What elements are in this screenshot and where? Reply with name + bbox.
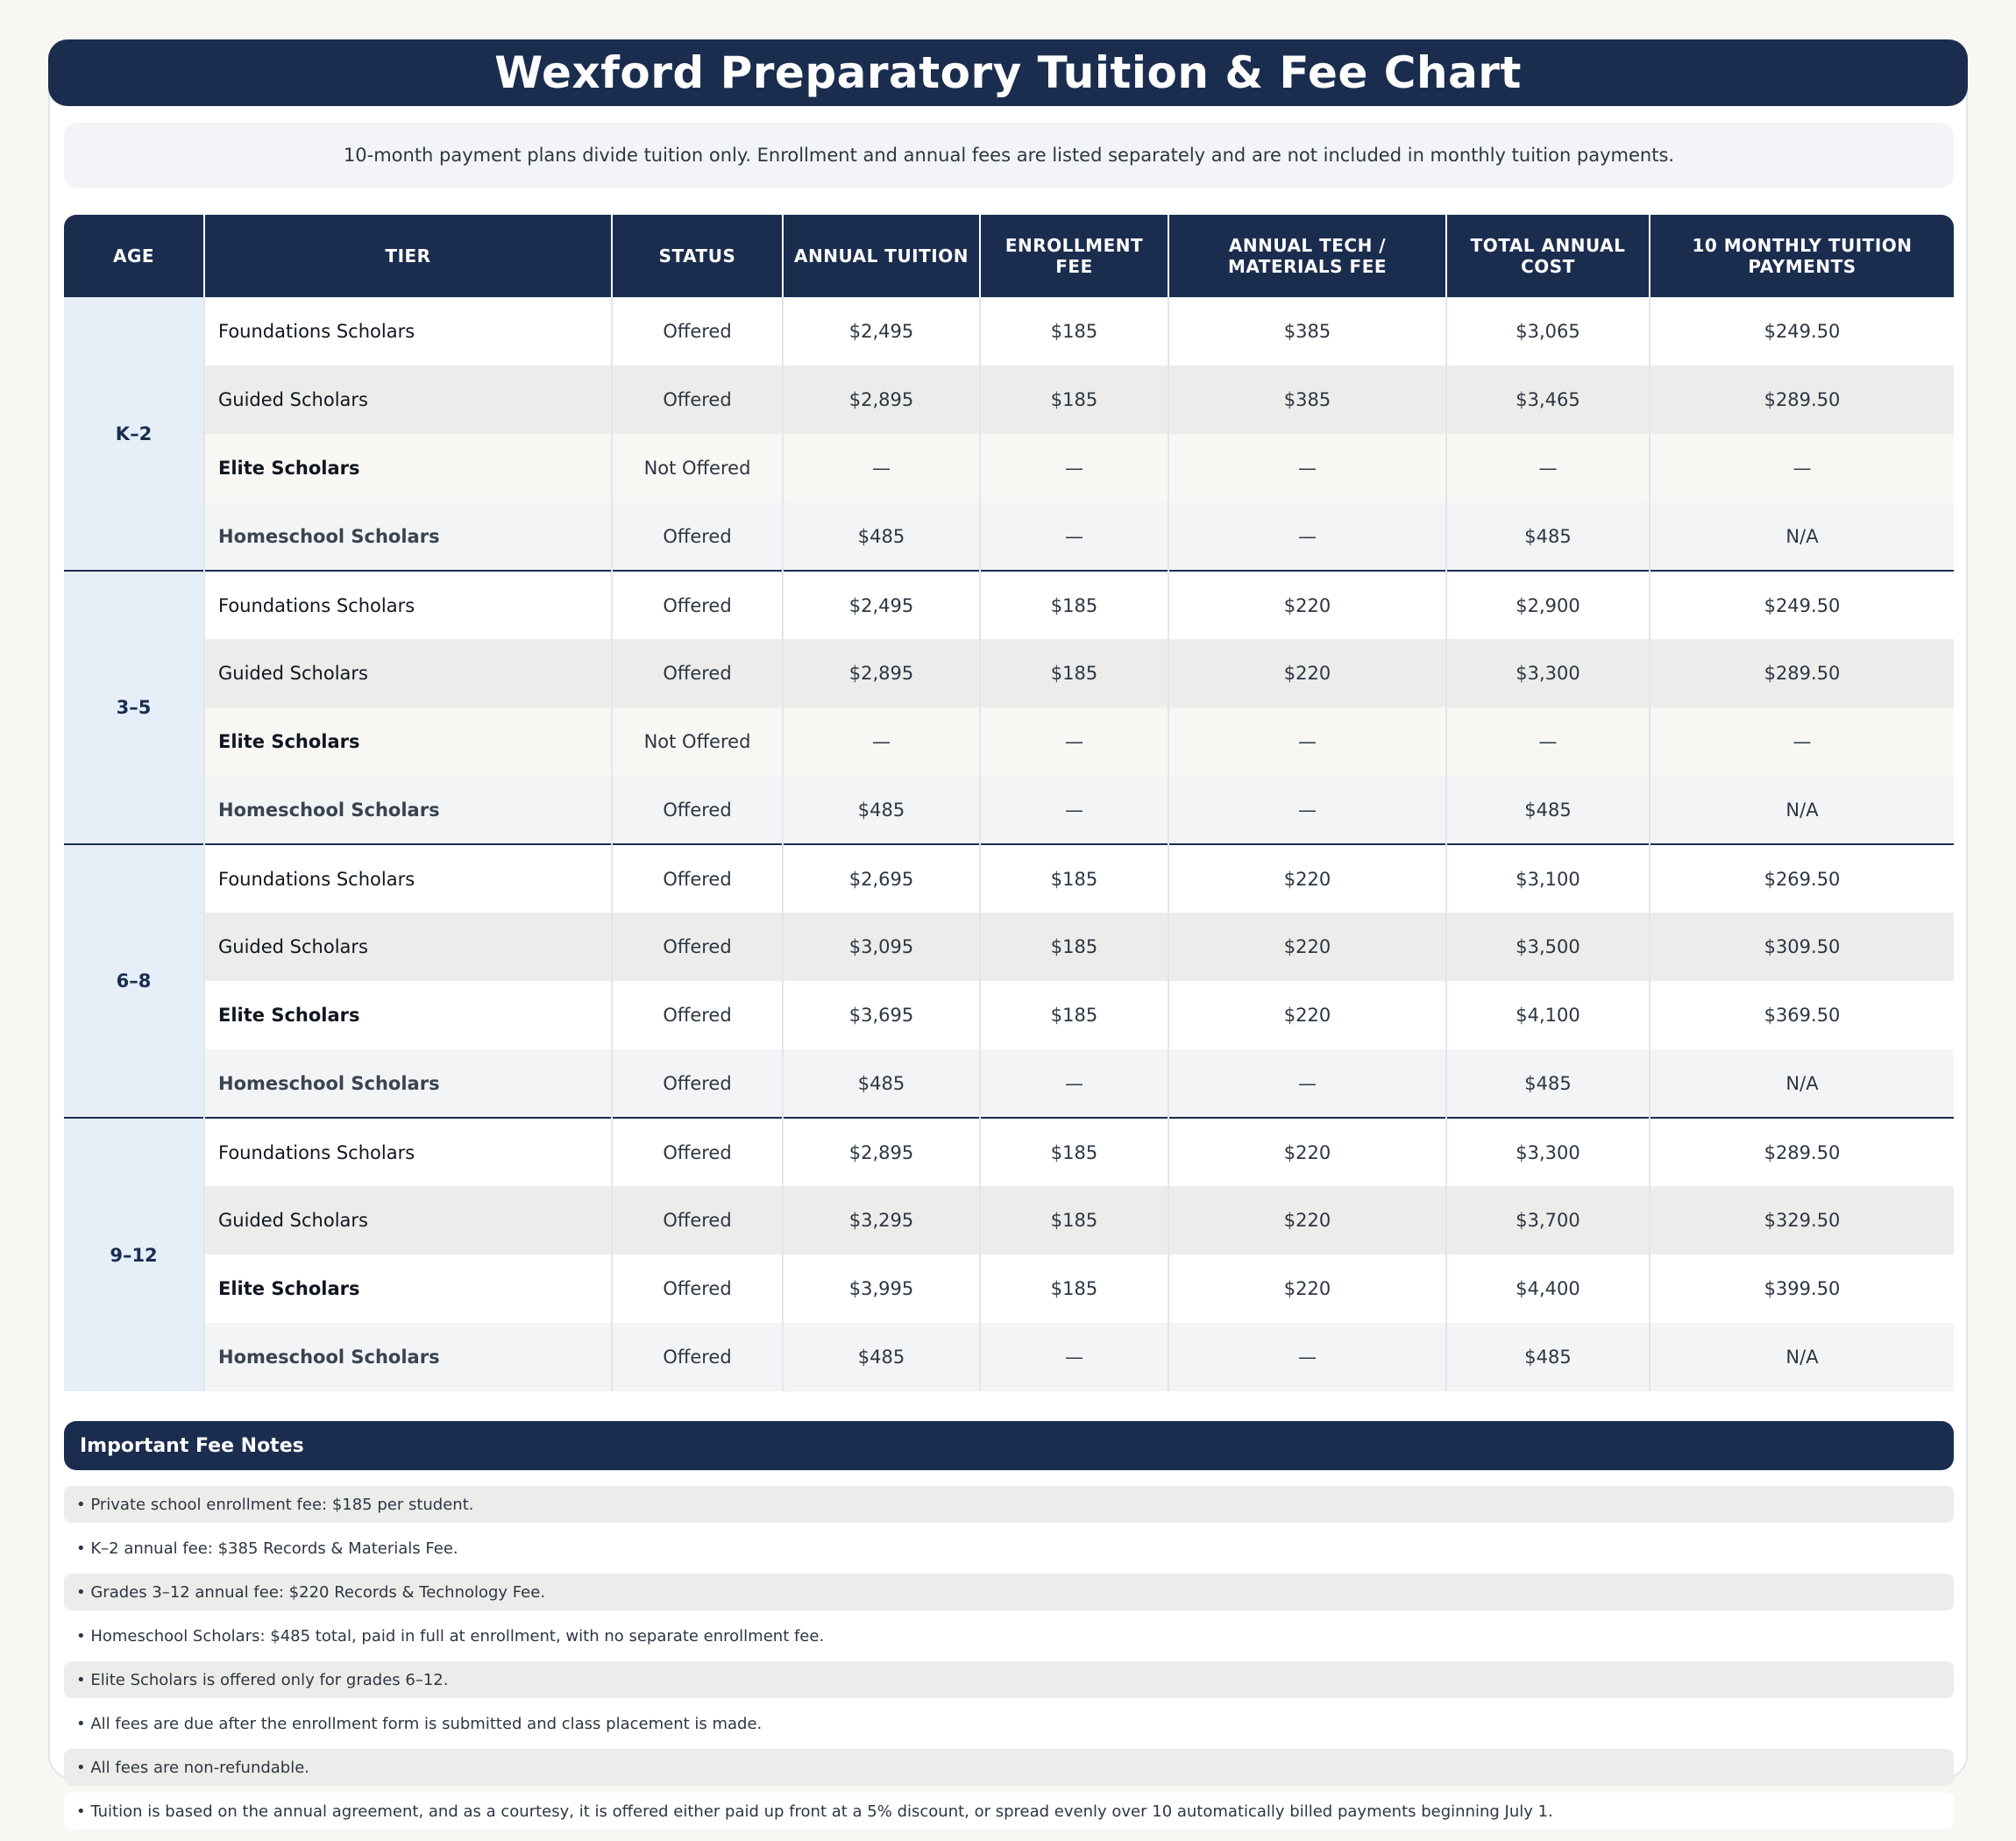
- table-row: [64, 913, 1954, 981]
- total-cost-cell: $3,465: [1446, 366, 1650, 434]
- table-row: [64, 366, 1954, 434]
- tech-fee-cell: $220: [1168, 981, 1446, 1049]
- enrollment-fee-cell: —: [980, 1323, 1168, 1391]
- status-cell: Offered: [612, 844, 783, 913]
- tier-cell: Elite Scholars: [204, 707, 612, 776]
- tech-fee-cell: —: [1168, 434, 1446, 502]
- age-group-cell: K–2: [64, 297, 204, 571]
- annual-tuition-cell: $485: [783, 1323, 980, 1391]
- status-cell: Offered: [612, 366, 783, 434]
- monthly-payment-cell: $289.50: [1650, 366, 1954, 434]
- enrollment-fee-cell: $185: [980, 981, 1168, 1049]
- tier-cell: Foundations Scholars: [204, 297, 612, 366]
- table-row: [64, 639, 1954, 707]
- monthly-payment-cell: $309.50: [1650, 913, 1954, 981]
- tech-fee-cell: —: [1168, 502, 1446, 571]
- total-cost-cell: $3,500: [1446, 913, 1650, 981]
- total-cost-cell: $485: [1446, 1323, 1650, 1391]
- enrollment-fee-cell: $185: [980, 571, 1168, 639]
- table-row: [64, 776, 1954, 844]
- tier-cell: Elite Scholars: [204, 981, 612, 1049]
- page-title: Wexford Preparatory Tuition & Fee Chart: [48, 39, 1968, 106]
- age-group-cell: 9–12: [64, 1118, 204, 1391]
- fee-note-item: • Grades 3–12 annual fee: $220 Records & Technology Fee.: [64, 1574, 1954, 1610]
- tech-fee-cell: $220: [1168, 571, 1446, 639]
- monthly-payment-cell: $369.50: [1650, 981, 1954, 1049]
- monthly-payment-cell: N/A: [1650, 1323, 1954, 1391]
- tuition-table: [64, 215, 1954, 1391]
- monthly-payment-cell: —: [1650, 707, 1954, 776]
- fee-note-item: • All fees are non-refundable.: [64, 1749, 1954, 1786]
- col-header-monthly-payments: 10 MONTHLY TUITION PAYMENTS: [1650, 215, 1954, 297]
- col-header-tech-materials-fee: ANNUAL TECH / MATERIALS FEE: [1168, 215, 1446, 297]
- fee-notes-header: Important Fee Notes: [64, 1421, 1954, 1470]
- status-cell: Offered: [612, 1186, 783, 1255]
- tier-cell: Homeschool Scholars: [204, 1049, 612, 1118]
- total-cost-cell: $485: [1446, 776, 1650, 844]
- tier-cell: Guided Scholars: [204, 366, 612, 434]
- col-header-enrollment-fee: ENROLLMENT FEE: [980, 215, 1168, 297]
- total-cost-cell: $4,100: [1446, 981, 1650, 1049]
- table-row: [64, 297, 1954, 366]
- table-row: [64, 434, 1954, 502]
- enrollment-fee-cell: —: [980, 502, 1168, 571]
- monthly-payment-cell: —: [1650, 434, 1954, 502]
- total-cost-cell: $3,100: [1446, 844, 1650, 913]
- status-cell: Offered: [612, 297, 783, 366]
- table-row: [64, 707, 1954, 776]
- annual-tuition-cell: $485: [783, 502, 980, 571]
- col-header-status: STATUS: [612, 215, 783, 297]
- table-header-row: [64, 215, 1954, 297]
- status-cell: Offered: [612, 981, 783, 1049]
- tier-cell: Guided Scholars: [204, 1186, 612, 1255]
- tier-cell: Guided Scholars: [204, 913, 612, 981]
- status-cell: Offered: [612, 1118, 783, 1186]
- enrollment-fee-cell: —: [980, 776, 1168, 844]
- enrollment-fee-cell: —: [980, 434, 1168, 502]
- tech-fee-cell: $220: [1168, 1186, 1446, 1255]
- payment-plan-note: 10-month payment plans divide tuition only. Enrollment and annual fees are listed separately and are not included in monthly tuition payments.: [64, 123, 1954, 188]
- annual-tuition-cell: $3,095: [783, 913, 980, 981]
- status-cell: Offered: [612, 1323, 783, 1391]
- annual-tuition-cell: $3,995: [783, 1255, 980, 1323]
- status-cell: Offered: [612, 913, 783, 981]
- tech-fee-cell: —: [1168, 1323, 1446, 1391]
- enrollment-fee-cell: —: [980, 1049, 1168, 1118]
- monthly-payment-cell: $289.50: [1650, 1118, 1954, 1186]
- fee-note-item: • Elite Scholars is offered only for grades 6–12.: [64, 1661, 1954, 1698]
- annual-tuition-cell: $2,895: [783, 366, 980, 434]
- tier-cell: Homeschool Scholars: [204, 1323, 612, 1391]
- status-cell: Offered: [612, 1049, 783, 1118]
- enrollment-fee-cell: $185: [980, 1255, 1168, 1323]
- monthly-payment-cell: $289.50: [1650, 639, 1954, 707]
- col-header-annual-tuition: ANNUAL TUITION: [783, 215, 980, 297]
- table-body: [64, 297, 1954, 1391]
- table-row: [64, 502, 1954, 571]
- fee-note-item: • K–2 annual fee: $385 Records & Materials Fee.: [64, 1530, 1954, 1567]
- fee-note-item: • Homeschool Scholars: $485 total, paid in full at enrollment, with no separate enrollment fee.: [64, 1617, 1954, 1654]
- annual-tuition-cell: $2,695: [783, 844, 980, 913]
- tech-fee-cell: $220: [1168, 913, 1446, 981]
- tier-cell: Foundations Scholars: [204, 1118, 612, 1186]
- total-cost-cell: $3,300: [1446, 639, 1650, 707]
- enrollment-fee-cell: $185: [980, 1186, 1168, 1255]
- enrollment-fee-cell: $185: [980, 1118, 1168, 1186]
- tech-fee-cell: $220: [1168, 1255, 1446, 1323]
- tier-cell: Elite Scholars: [204, 1255, 612, 1323]
- table-row: [64, 1323, 1954, 1391]
- tier-cell: Homeschool Scholars: [204, 776, 612, 844]
- monthly-payment-cell: N/A: [1650, 502, 1954, 571]
- annual-tuition-cell: —: [783, 707, 980, 776]
- monthly-payment-cell: $329.50: [1650, 1186, 1954, 1255]
- tier-cell: Guided Scholars: [204, 639, 612, 707]
- annual-tuition-cell: $3,295: [783, 1186, 980, 1255]
- annual-tuition-cell: $2,495: [783, 297, 980, 366]
- status-cell: Not Offered: [612, 707, 783, 776]
- col-header-tier: TIER: [204, 215, 612, 297]
- table-row: [64, 981, 1954, 1049]
- col-header-total-annual-cost: TOTAL ANNUAL COST: [1446, 215, 1650, 297]
- tech-fee-cell: $385: [1168, 366, 1446, 434]
- status-cell: Offered: [612, 776, 783, 844]
- tier-cell: Homeschool Scholars: [204, 502, 612, 571]
- monthly-payment-cell: $399.50: [1650, 1255, 1954, 1323]
- total-cost-cell: —: [1446, 707, 1650, 776]
- tech-fee-cell: —: [1168, 707, 1446, 776]
- annual-tuition-cell: $2,895: [783, 1118, 980, 1186]
- total-cost-cell: —: [1446, 434, 1650, 502]
- enrollment-fee-cell: $185: [980, 844, 1168, 913]
- annual-tuition-cell: —: [783, 434, 980, 502]
- tier-cell: Foundations Scholars: [204, 844, 612, 913]
- fee-note-item: • Private school enrollment fee: $185 per student.: [64, 1486, 1954, 1523]
- enrollment-fee-cell: $185: [980, 366, 1168, 434]
- total-cost-cell: $3,700: [1446, 1186, 1650, 1255]
- total-cost-cell: $3,300: [1446, 1118, 1650, 1186]
- total-cost-cell: $4,400: [1446, 1255, 1650, 1323]
- age-group-cell: 3–5: [64, 571, 204, 844]
- tier-cell: Foundations Scholars: [204, 571, 612, 639]
- monthly-payment-cell: $249.50: [1650, 297, 1954, 366]
- enrollment-fee-cell: $185: [980, 297, 1168, 366]
- age-group-cell: 6–8: [64, 844, 204, 1118]
- total-cost-cell: $3,065: [1446, 297, 1650, 366]
- annual-tuition-cell: $485: [783, 776, 980, 844]
- tech-fee-cell: —: [1168, 1049, 1446, 1118]
- fee-note-item: • Tuition is based on the annual agreement, and as a courtesy, it is offered either paid up front at a 5% discount, or spread evenly over 10 automatically billed payments beginning July 1.: [64, 1793, 1954, 1830]
- status-cell: Offered: [612, 502, 783, 571]
- table-row: [64, 571, 1954, 639]
- tech-fee-cell: $220: [1168, 844, 1446, 913]
- table-row: [64, 1255, 1954, 1323]
- monthly-payment-cell: N/A: [1650, 776, 1954, 844]
- table-row: [64, 844, 1954, 913]
- total-cost-cell: $2,900: [1446, 571, 1650, 639]
- table-row: [64, 1118, 1954, 1186]
- table-row: [64, 1049, 1954, 1118]
- status-cell: Offered: [612, 1255, 783, 1323]
- annual-tuition-cell: $3,695: [783, 981, 980, 1049]
- status-cell: Not Offered: [612, 434, 783, 502]
- monthly-payment-cell: $249.50: [1650, 571, 1954, 639]
- enrollment-fee-cell: $185: [980, 913, 1168, 981]
- fee-note-item: • All fees are due after the enrollment form is submitted and class placement is made.: [64, 1705, 1954, 1742]
- tech-fee-cell: $385: [1168, 297, 1446, 366]
- total-cost-cell: $485: [1446, 1049, 1650, 1118]
- annual-tuition-cell: $2,895: [783, 639, 980, 707]
- tech-fee-cell: $220: [1168, 639, 1446, 707]
- tech-fee-cell: —: [1168, 776, 1446, 844]
- status-cell: Offered: [612, 571, 783, 639]
- table-row: [64, 1186, 1954, 1255]
- tech-fee-cell: $220: [1168, 1118, 1446, 1186]
- col-header-age: AGE: [64, 215, 204, 297]
- monthly-payment-cell: $269.50: [1650, 844, 1954, 913]
- enrollment-fee-cell: $185: [980, 639, 1168, 707]
- annual-tuition-cell: $485: [783, 1049, 980, 1118]
- enrollment-fee-cell: —: [980, 707, 1168, 776]
- monthly-payment-cell: N/A: [1650, 1049, 1954, 1118]
- annual-tuition-cell: $2,495: [783, 571, 980, 639]
- status-cell: Offered: [612, 639, 783, 707]
- total-cost-cell: $485: [1446, 502, 1650, 571]
- tuition-table-wrap: [64, 215, 1954, 1393]
- tier-cell: Elite Scholars: [204, 434, 612, 502]
